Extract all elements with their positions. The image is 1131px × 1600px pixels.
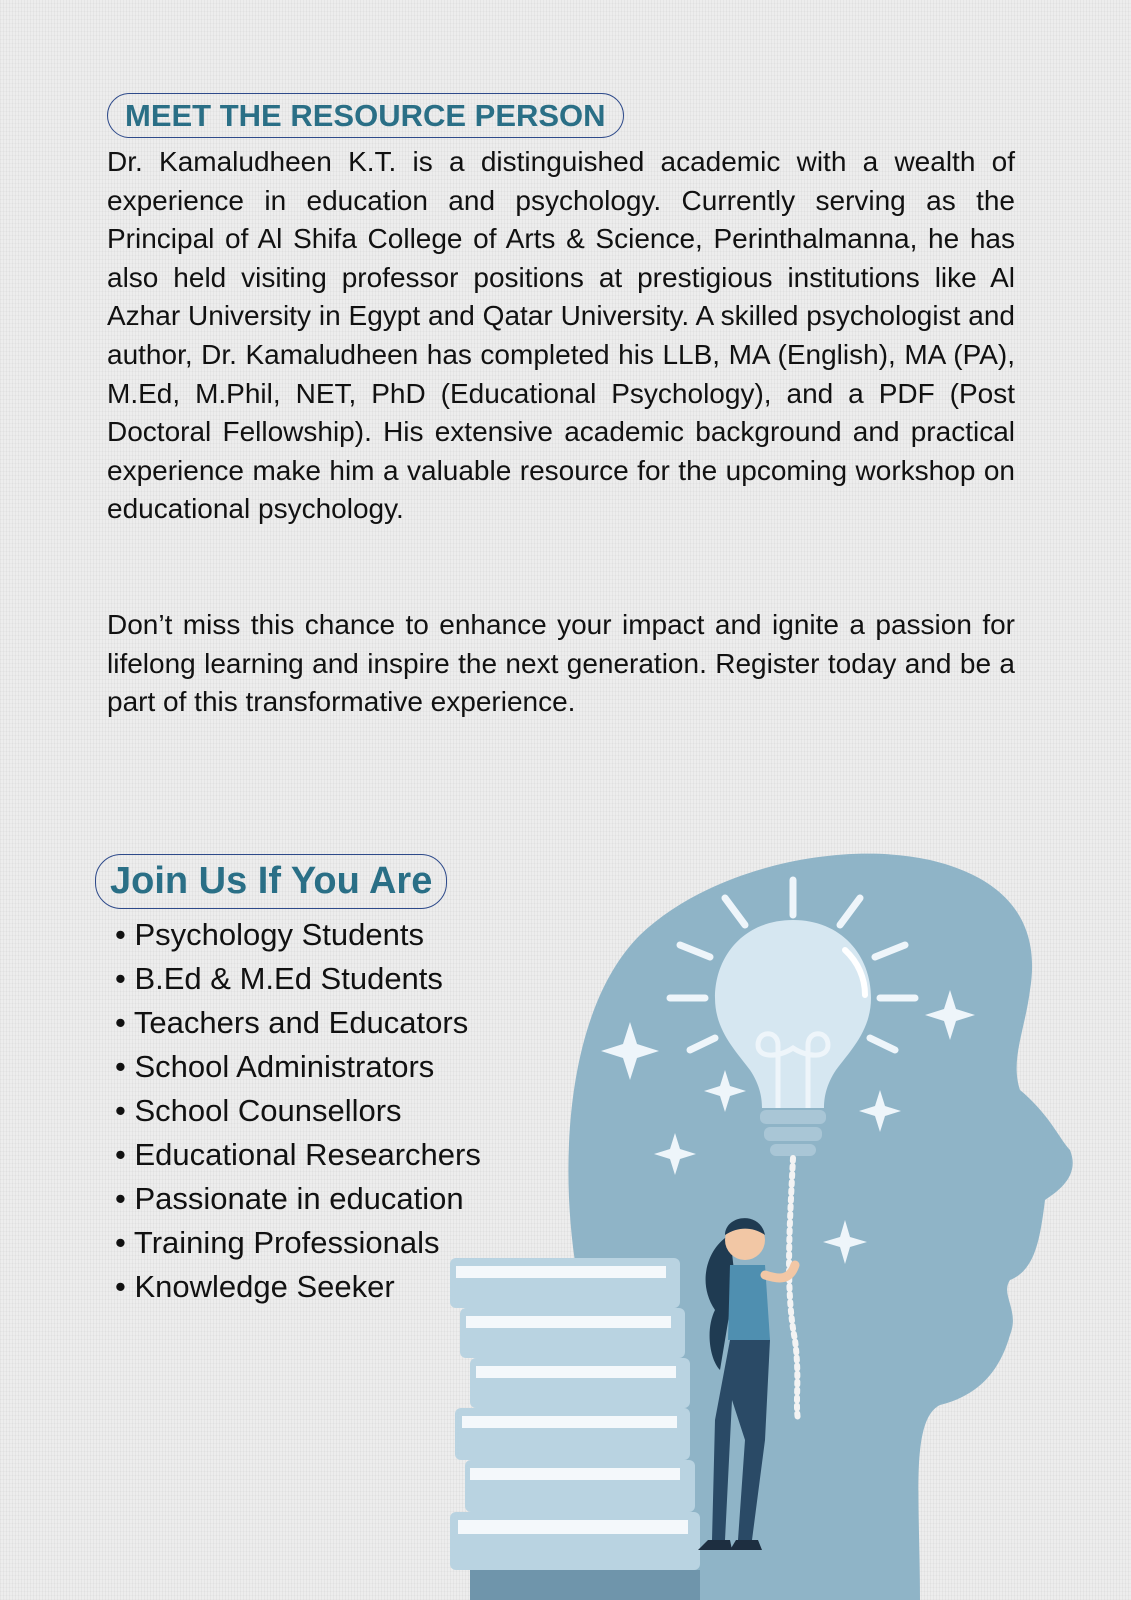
audience-list — [115, 913, 481, 1309]
book-stack-icon — [450, 1258, 700, 1600]
registration-call-to-action: Don’t miss this chance to enhance your impact and ignite a passion for lifelong learning and inspire the next generation. Register today and be a part of this transformative experience. — [107, 609, 1015, 718]
resource-person-heading: MEET THE RESOURCE PERSON — [107, 93, 624, 138]
audience-item: • B.Ed & M.Ed Students — [115, 957, 481, 1001]
join-us-heading: Join Us If You Are — [95, 854, 447, 909]
audience-item: • School Administrators — [115, 1045, 481, 1089]
audience-item: • Training Professionals — [115, 1221, 481, 1265]
audience-item: • Educational Researchers — [115, 1133, 481, 1177]
audience-item: • Teachers and Educators — [115, 1001, 481, 1045]
resource-person-bio: Dr. Kamaludheen K.T. is a distinguished academic with a wealth of experience in education and psychology. Currently serving as the Principal of Al Shifa College of Arts & Science, Perinthalmanna, he has also held visiting professor positions at prestigious institutions like Al Azhar University in Egypt and Qatar University. A skilled psychologist and author, Dr. Kamaludheen has completed his LLB, MA (English), MA (PA), M.Ed, M.Phil, NET, PhD (Educational Psychology), and a PDF (Post Doctoral Fellowship). His extensive academic background and practical experience make him a valuable resource for the upcoming workshop on educational psychology. — [107, 146, 1015, 525]
audience-item: • Passionate in education — [115, 1177, 481, 1221]
audience-item: • Knowledge Seeker — [115, 1265, 481, 1309]
audience-item: • School Counsellors — [115, 1089, 481, 1133]
head-lightbulb-books-illustration — [440, 840, 1131, 1600]
audience-item: • Psychology Students — [115, 913, 481, 957]
